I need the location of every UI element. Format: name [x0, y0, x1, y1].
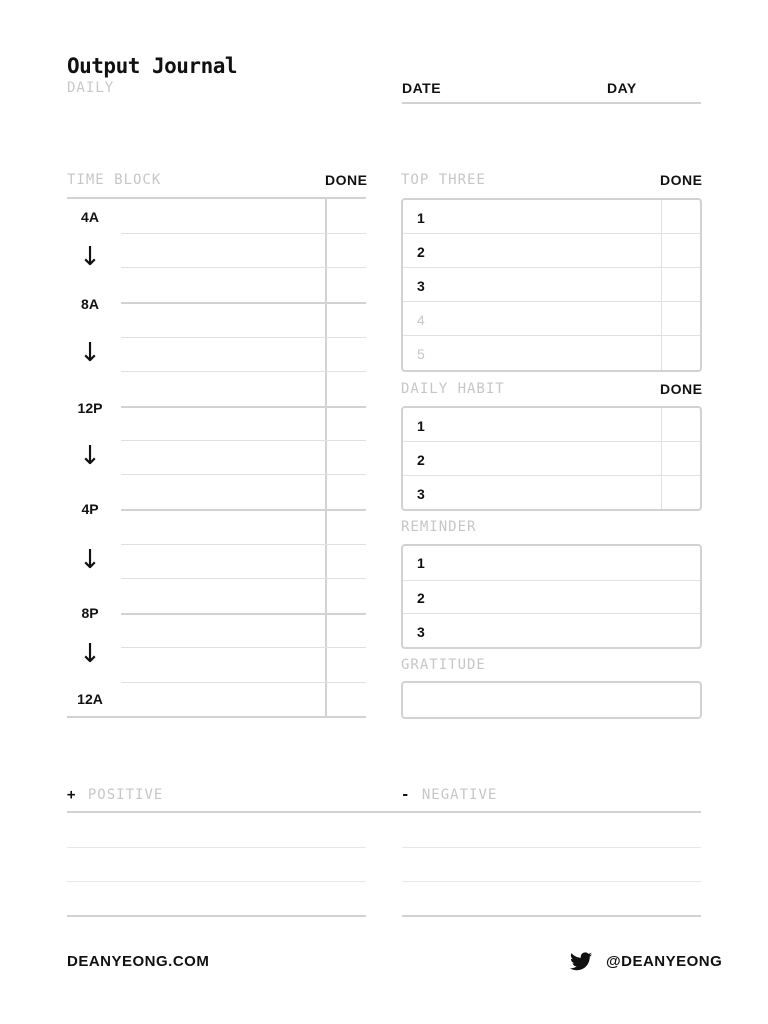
time-block-row-line[interactable]	[121, 578, 366, 579]
reminder-item-number: 3	[417, 624, 425, 640]
daily-habit-item-number: 3	[417, 486, 425, 502]
row-divider	[403, 267, 700, 268]
page-subtitle: DAILY	[67, 80, 115, 96]
reminder-item-number: 1	[417, 555, 425, 571]
page-title: Output Journal	[67, 54, 238, 78]
arrow-down-icon: ↓	[79, 242, 101, 272]
time-block-top-border	[67, 197, 366, 199]
top-three-box[interactable]	[401, 198, 702, 372]
row-divider	[403, 441, 700, 442]
daily-habit-item-number: 2	[417, 452, 425, 468]
top-three-item-number: 3	[417, 278, 425, 294]
row-divider	[403, 613, 700, 614]
time-marker: 12A	[77, 691, 103, 707]
time-block-row-line[interactable]	[121, 474, 366, 475]
date-label: DATE	[402, 80, 442, 96]
row-divider	[403, 475, 700, 476]
time-marker: 8A	[81, 296, 99, 312]
daily-habit-done-divider	[661, 408, 662, 509]
negative-line[interactable]	[402, 847, 701, 848]
top-three-label: TOP THREE	[401, 172, 486, 188]
gratitude-box[interactable]	[401, 681, 702, 719]
row-divider	[403, 335, 700, 336]
time-block-done-divider	[325, 199, 327, 716]
daily-habit-done-label: DONE	[660, 381, 703, 397]
time-marker: 4P	[81, 501, 99, 517]
arrow-down-icon: ↓	[79, 545, 101, 575]
time-block-row-line[interactable]	[121, 682, 366, 683]
top-three-done-label: DONE	[660, 172, 703, 188]
plus-icon: +	[67, 787, 76, 803]
day-label: DAY	[607, 80, 637, 96]
reminder-label: REMINDER	[401, 519, 477, 535]
negative-heading	[401, 787, 497, 803]
negative-label: NEGATIVE	[421, 787, 498, 803]
time-marker: 8P	[81, 605, 99, 621]
time-marker: 4A	[81, 209, 99, 225]
top-three-item-number: 2	[417, 244, 425, 260]
reflection-top-border	[67, 811, 701, 813]
negative-line[interactable]	[402, 915, 701, 917]
time-block-row-line[interactable]	[121, 233, 366, 234]
time-block-done-label: DONE	[325, 172, 368, 188]
time-block-row-line[interactable]	[121, 406, 366, 408]
gratitude-label: GRATITUDE	[401, 657, 486, 673]
time-block-row-line[interactable]	[121, 613, 366, 615]
arrow-down-icon: ↓	[79, 639, 101, 669]
arrow-down-icon: ↓	[79, 441, 101, 471]
top-three-done-divider	[661, 200, 662, 370]
row-divider	[403, 580, 700, 581]
positive-line[interactable]	[67, 915, 366, 917]
minus-icon: -	[401, 787, 410, 803]
positive-heading	[67, 787, 163, 803]
time-block-row-line[interactable]	[121, 337, 366, 338]
positive-line[interactable]	[67, 847, 366, 848]
date-day-field[interactable]	[402, 102, 701, 104]
daily-habit-box[interactable]	[401, 406, 702, 511]
website-link[interactable]: DEANYEONG.COM	[67, 953, 210, 970]
negative-line[interactable]	[402, 881, 701, 882]
top-three-item-number: 5	[417, 346, 425, 362]
positive-label: POSITIVE	[87, 787, 164, 803]
daily-habit-label: DAILY HABIT	[401, 381, 505, 397]
twitter-icon[interactable]	[570, 952, 592, 972]
time-block-row-line[interactable]	[121, 440, 366, 441]
time-block-row-line[interactable]	[121, 267, 366, 268]
time-block-row-line[interactable]	[121, 302, 366, 304]
time-block-bottom-border	[67, 716, 366, 718]
time-block-row-line[interactable]	[121, 647, 366, 648]
top-three-item-number: 1	[417, 210, 425, 226]
time-marker: 12P	[77, 400, 103, 416]
arrow-down-icon: ↓	[79, 338, 101, 368]
time-block-row-line[interactable]	[121, 544, 366, 545]
row-divider	[403, 233, 700, 234]
positive-line[interactable]	[67, 881, 366, 882]
twitter-handle[interactable]: @DEANYEONG	[606, 953, 723, 970]
reminder-item-number: 2	[417, 590, 425, 606]
time-block-row-line[interactable]	[121, 509, 366, 511]
daily-habit-item-number: 1	[417, 418, 425, 434]
top-three-item-number: 4	[417, 312, 425, 328]
time-block-row-line[interactable]	[121, 371, 366, 372]
time-block-label: TIME BLOCK	[67, 172, 162, 188]
row-divider	[403, 301, 700, 302]
reminder-box[interactable]	[401, 544, 702, 649]
